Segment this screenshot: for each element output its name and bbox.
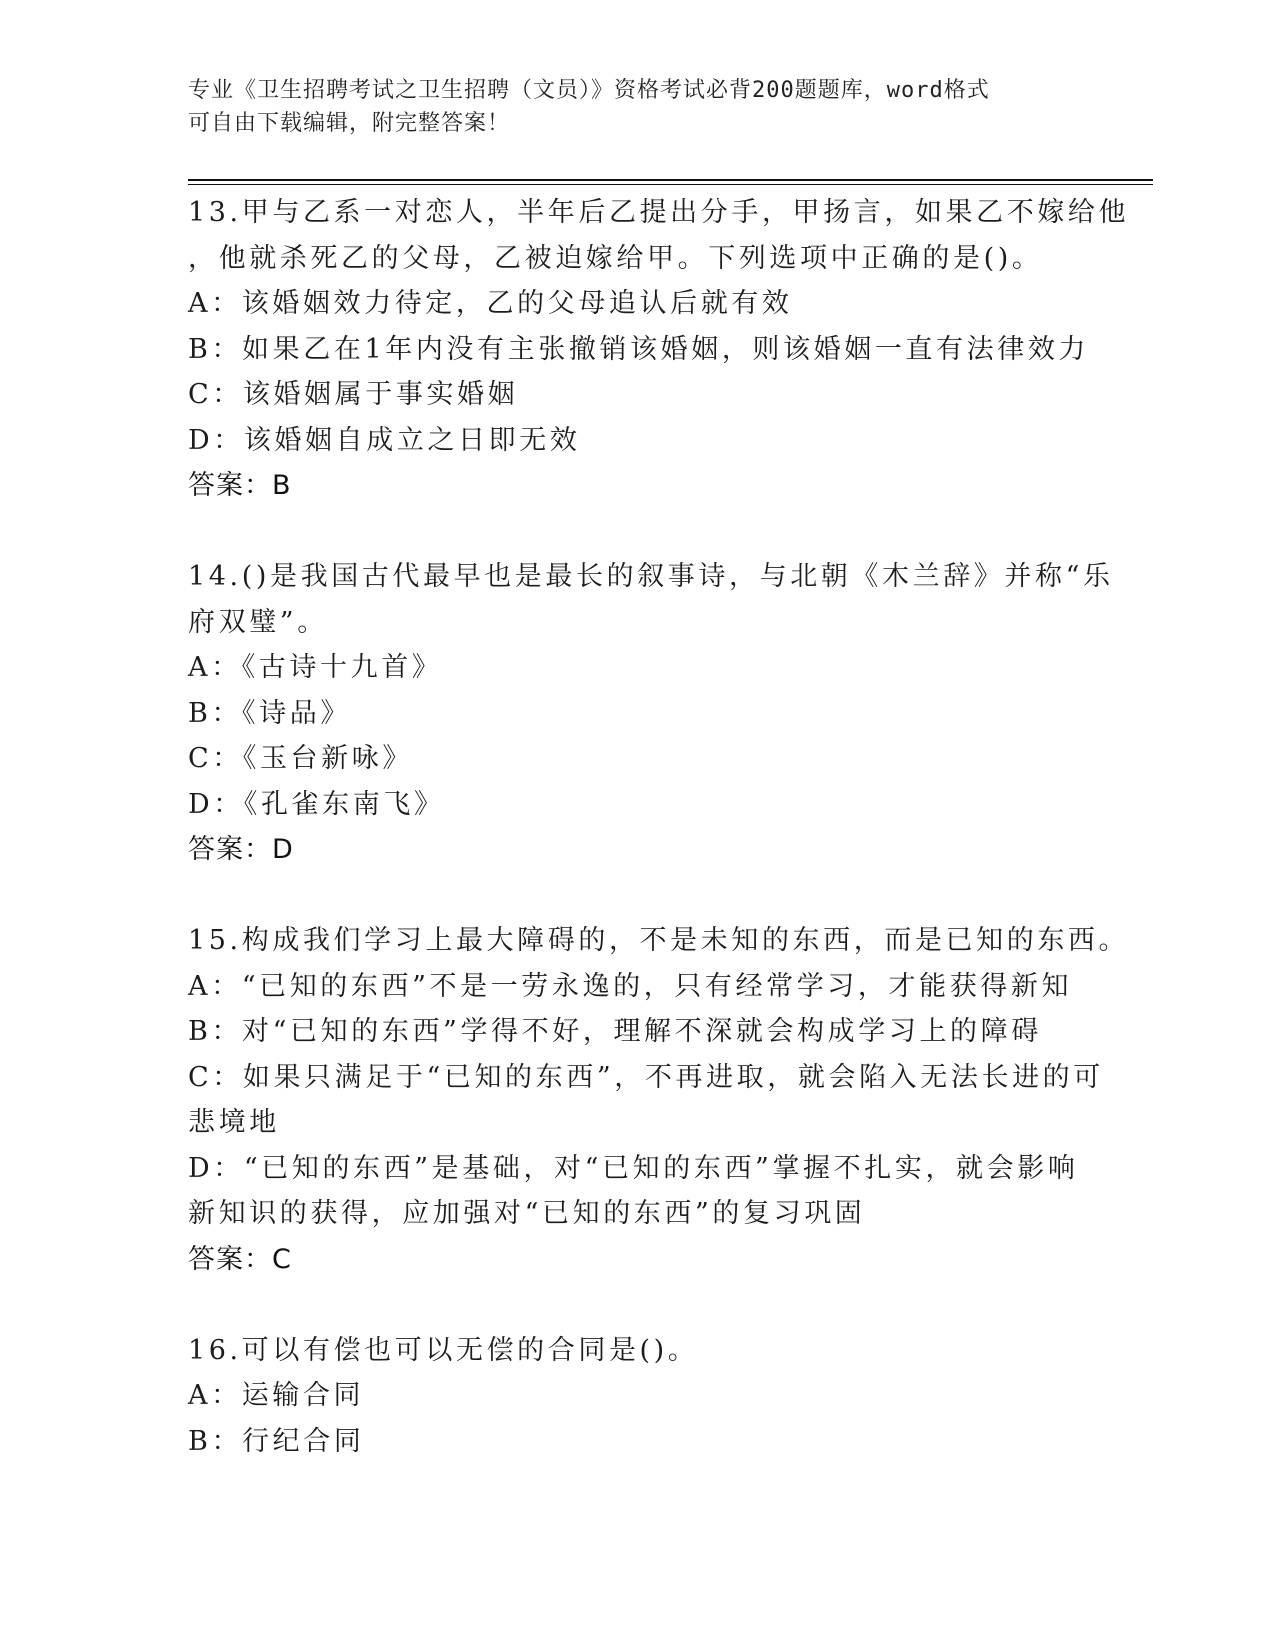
option-b: B：如果乙在1年内没有主张撤销该婚姻，则该婚姻一直有法律效力 bbox=[188, 333, 1090, 365]
option-a: A：运输合同 bbox=[188, 1380, 365, 1411]
option-d: D：该婚姻自成立之日即无效 bbox=[188, 424, 581, 456]
option-c-continued: 悲境地 bbox=[188, 1107, 280, 1138]
answer-label: 答案：C bbox=[188, 1243, 292, 1275]
answer-label: 答案：B bbox=[188, 470, 292, 501]
question-stem-line: 13.甲与乙系一对恋人，半年后乙提出分手，甲扬言，如果乙不嫁给他 bbox=[188, 197, 1130, 228]
question-stem-line: 14.()是我国古代最早也是最长的叙事诗，与北朝《木兰辞》并称“乐 bbox=[188, 561, 1114, 592]
option-d: D：“已知的东西”是基础，对“已知的东西”掌握不扎实，就会影响 bbox=[188, 1152, 1079, 1184]
header-line-1: 专业《卫生招聘考试之卫生招聘（文员）》资格考试必背200题题库，word格式 bbox=[188, 78, 990, 103]
question-15 bbox=[188, 918, 1130, 1282]
header-line-2: 可自由下载编辑，附完整答案！ bbox=[188, 111, 511, 136]
question-list bbox=[188, 190, 1130, 1510]
header-divider-thin bbox=[188, 184, 1153, 185]
option-c: C：如果只满足于“已知的东西”，不再进取，就会陷入无法长进的可 bbox=[188, 1061, 1104, 1093]
question-13 bbox=[188, 190, 1130, 509]
option-b: B：对“已知的东西”学得不好，理解不深就会构成学习上的障碍 bbox=[188, 1016, 1042, 1047]
header-divider-thick bbox=[188, 179, 1153, 181]
option-c: C：《玉台新咏》 bbox=[188, 743, 413, 774]
answer-label: 答案：D bbox=[188, 834, 294, 865]
option-d: D：《孔雀东南飞》 bbox=[188, 788, 445, 820]
option-a: A：《古诗十九首》 bbox=[188, 652, 443, 683]
option-b: B：行纪合同 bbox=[188, 1425, 365, 1457]
option-c: C：该婚姻属于事实婚姻 bbox=[188, 379, 519, 410]
option-b: B：《诗品》 bbox=[188, 697, 351, 729]
question-16 bbox=[188, 1328, 1088, 1465]
document-header bbox=[188, 74, 1088, 140]
question-stem-line: 15.构成我们学习上最大障碍的，不是未知的东西，而是已知的东西。 bbox=[188, 925, 1130, 956]
question-stem-line: 府双璧”。 bbox=[188, 606, 328, 638]
question-14 bbox=[188, 554, 1114, 873]
option-a: A：该婚姻效力待定，乙的父母追认后就有效 bbox=[188, 288, 793, 319]
question-stem-line: 16.可以有偿也可以无偿的合同是()。 bbox=[188, 1334, 699, 1366]
question-stem-line: ，他就杀死乙的父母，乙被迫嫁给甲。下列选项中正确的是()。 bbox=[188, 242, 1043, 274]
option-a: A：“已知的东西”不是一劳永逸的，只有经常学习，才能获得新知 bbox=[188, 970, 1073, 1002]
option-d-continued: 新知识的获得，应加强对“已知的东西”的复习巩固 bbox=[188, 1198, 866, 1229]
